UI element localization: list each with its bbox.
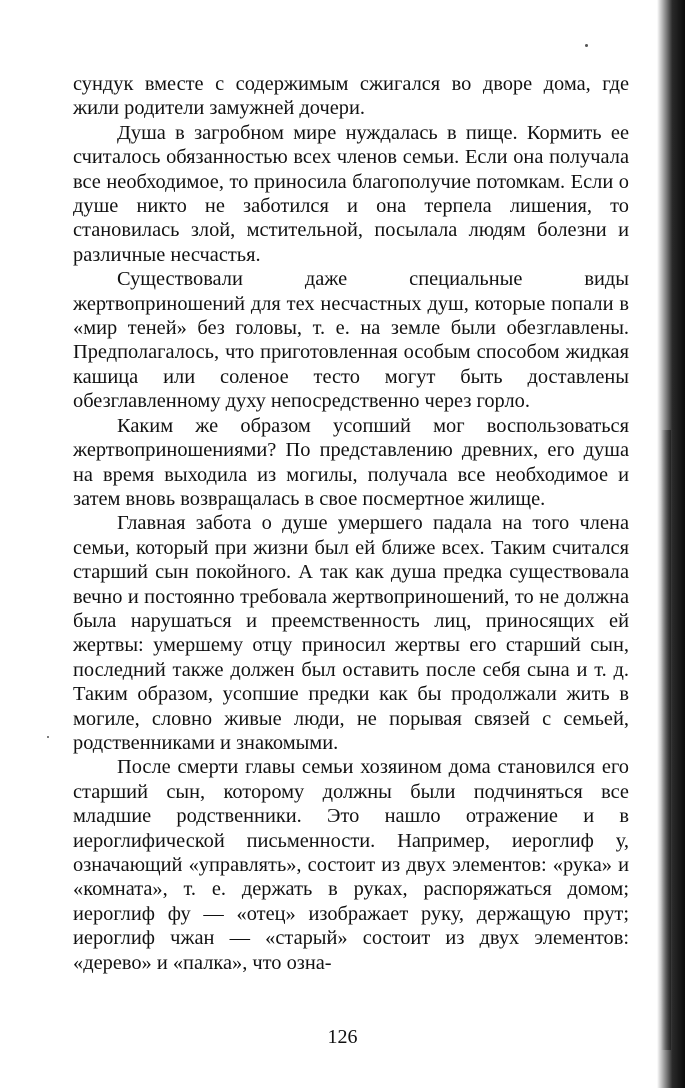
scan-speck [47,736,49,738]
paragraph-2: Душа в загробном мире нуждалась в пище. Кормить ее считалось обязанностью всех членов семьи. Если она получала все необходимое, то приносила благополучие потомкам. Если о душе никто не заботился и она терпела лишения, то становилась злой, мстительной, посылала людям болезни и различные несчастья. [73,121,629,266]
paragraph-4: Каким же образом усопший мог воспользоваться жертвоприношениями? По представлению древних, его душа на время выходила из могилы, получала все необходимое и затем вновь возвращалась в свое посмертное жилище. [73,414,629,510]
body-text [73,72,629,975]
page-number: 126 [327,1026,358,1048]
paragraph-3: Существовали даже специальные виды жертвоприношений для тех несчастных душ, которые попали в «мир теней» без головы, т. е. на земле были обезглавлены. Предполагалось, что приготовленная особым способом жидкая кашица или соленое тесто могут быть доставлены обезглавленному духу непосредственно через горло. [73,268,629,413]
paragraph-1: сундук вместе с содержимым сжигался во дворе дома, где жили родители замужней дочери. [73,73,629,120]
paragraph-5: Главная забота о душе умершего падала на того члена семьи, который при жизни был ей ближе всех. Таким считался старший сын покойного. А так как душа предка существовала вечно и постоянно требовала жертвоприношений, то не должна была нарушаться и преемственность лиц, приносящих ей жертвы: умершему отцу приносил жертвы его старший сын, последний также должен был оставить после себя сына и т. д. Таким образом, усопшие предки как бы продолжали жить в могиле, словно живые люди, не порывая связей с семьей, родственниками и знакомыми. [73,512,629,754]
scan-speck [585,44,588,47]
paragraph-6: После смерти главы семьи хозяином дома становился его старший сын, которому должны были подчиняться все младшие родственники. Это нашло отражение и в иероглифической письменности. Например, иероглиф у, означающий «управлять», состоит из двух элементов: «рука» и «комната», т. е. держать в руках, распоряжаться домом; иероглиф фу — «отец» изображает руку, держащую прут; иероглиф чжан — «старый» состоит из двух элементов: «дерево» и «палка», что озна- [73,756,629,974]
page-edge-shadow-inner [661,430,671,1050]
